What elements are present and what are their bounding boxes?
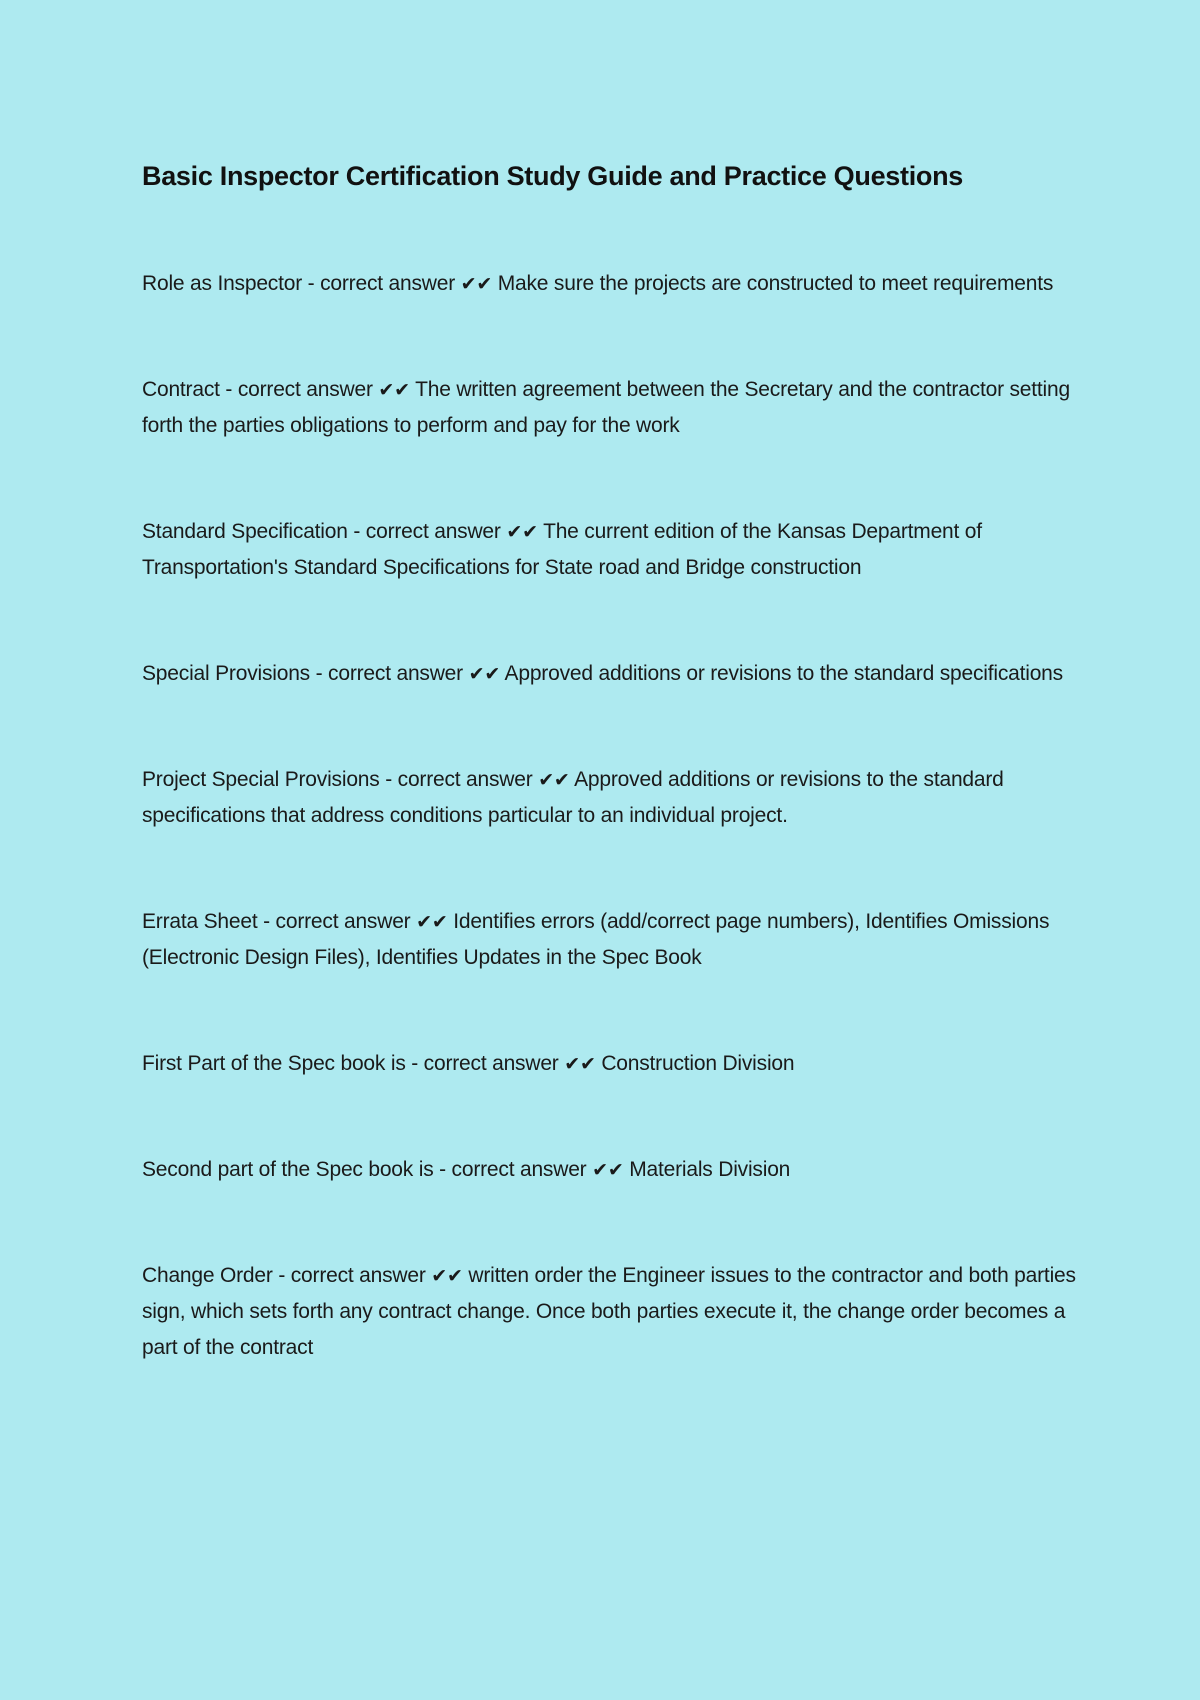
qa-definition: Identifies errors (add/correct page numbers), Identifies Omissions (Electronic Design Files), Identifies Updates in the Spec Book <box>142 910 1050 969</box>
qa-definition: Construction Division <box>601 1052 795 1075</box>
qa-item <box>142 656 1080 692</box>
qa-term: Role as Inspector <box>142 272 303 295</box>
qa-definition: Materials Division <box>629 1158 791 1181</box>
qa-term: Errata Sheet <box>142 910 258 933</box>
qa-term: Standard Specification <box>142 520 348 543</box>
qa-separator: - correct answer <box>272 1264 432 1287</box>
check-marks-icon: ✔✔ <box>468 663 501 685</box>
qa-separator: - correct answer <box>405 1052 565 1075</box>
check-marks-icon: ✔✔ <box>378 379 410 401</box>
qa-term: Contract <box>142 378 220 401</box>
qa-term: First Part of the Spec book is <box>142 1052 406 1075</box>
qa-item <box>142 762 1080 834</box>
qa-item <box>142 904 1080 976</box>
qa-list <box>142 266 1080 1366</box>
qa-separator: - correct answer <box>219 378 379 401</box>
qa-separator: - correct answer <box>257 910 417 933</box>
check-marks-icon: ✔✔ <box>460 273 493 295</box>
qa-item <box>142 372 1080 444</box>
check-marks-icon: ✔✔ <box>431 1265 463 1287</box>
qa-definition: Approved additions or revisions to the standard specifications <box>504 662 1063 685</box>
qa-separator: - correct answer <box>379 768 539 791</box>
qa-term: Special Provisions <box>142 662 310 685</box>
check-marks-icon: ✔✔ <box>538 769 570 791</box>
qa-term: Project Special Provisions <box>142 768 380 791</box>
qa-separator: - correct answer <box>309 662 469 685</box>
qa-item <box>142 514 1080 586</box>
check-marks-icon: ✔✔ <box>416 911 448 933</box>
qa-term: Change Order <box>142 1264 273 1287</box>
qa-separator: - correct answer <box>302 272 461 295</box>
qa-item <box>142 266 1080 302</box>
qa-term: Second part of the Spec book is <box>142 1158 434 1181</box>
check-marks-icon: ✔✔ <box>592 1159 624 1181</box>
qa-separator: - correct answer <box>433 1158 593 1181</box>
qa-definition: Approved additions or revisions to the standard specifications that address conditions particular to an individual project. <box>142 768 1004 827</box>
qa-definition: The current edition of the Kansas Department of Transportation's Standard Specifications for State road and Bridge construction <box>142 520 982 579</box>
qa-definition: Make sure the projects are constructed to meet requirements <box>497 272 1054 295</box>
qa-separator: - correct answer <box>347 520 507 543</box>
check-marks-icon: ✔✔ <box>506 521 538 543</box>
qa-definition: written order the Engineer issues to the contractor and both parties sign, which sets forth any contract change. Once both parties execute it, the change order becomes a part of the contract <box>142 1264 1076 1359</box>
qa-definition: The written agreement between the Secretary and the contractor setting forth the parties obligations to perform and pay for the work <box>142 378 1070 437</box>
check-marks-icon: ✔✔ <box>564 1053 596 1075</box>
qa-item <box>142 1258 1080 1366</box>
page-title: Basic Inspector Certification Study Guide and Practice Questions <box>142 161 964 191</box>
qa-item <box>142 1152 1080 1188</box>
qa-item <box>142 1046 1080 1082</box>
